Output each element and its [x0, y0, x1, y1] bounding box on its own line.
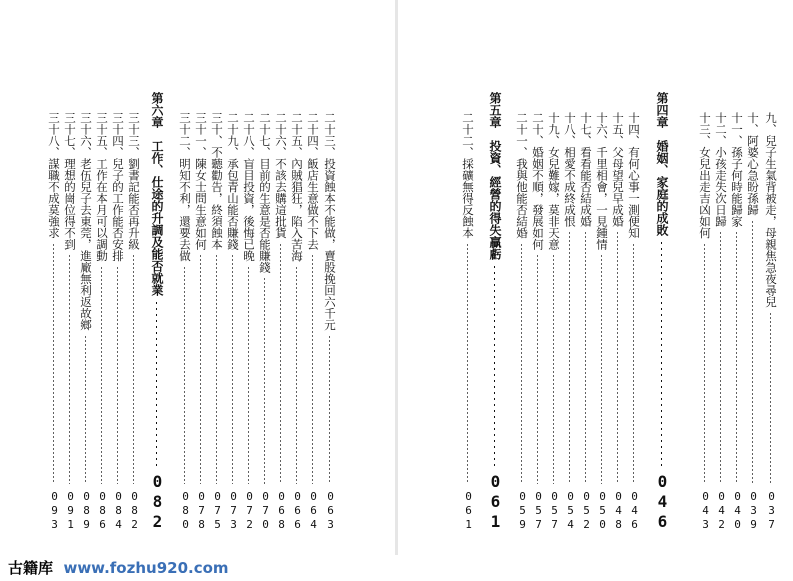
entry-title: 二十七、目前的生意是否能賺錢	[258, 112, 272, 273]
entry-title: 十二、小孩走失次日歸	[714, 112, 728, 227]
entry-title: 十六、千里相會，一見鍾情	[595, 112, 609, 250]
leader-dots	[296, 266, 297, 484]
page-number: 037	[765, 490, 778, 532]
page-number: 063	[324, 490, 337, 532]
page-number: 050	[596, 490, 609, 532]
leader-dots	[184, 266, 185, 484]
toc-entry[interactable]	[78, 112, 94, 532]
toc-entry[interactable]	[126, 112, 142, 532]
page-number: 043	[699, 490, 712, 532]
page-number: 039	[747, 490, 760, 532]
toc-entry[interactable]	[594, 112, 610, 532]
entry-title: 九、兒子生氣背被走，母親焦急夜尋兒	[764, 112, 778, 308]
page-number: 057	[532, 490, 545, 532]
leader-dots	[85, 335, 86, 484]
page-number: 070	[259, 490, 272, 532]
leader-dots	[521, 243, 522, 484]
page-number: 061	[462, 490, 475, 532]
leader-dots	[53, 243, 54, 484]
toc-entry[interactable]	[763, 112, 779, 532]
toc-entry[interactable]	[745, 112, 761, 532]
entry-title: 二十一、我與他能否結婚	[515, 112, 529, 239]
right-page	[398, 0, 793, 555]
leader-dots	[770, 312, 771, 484]
leader-dots	[569, 231, 570, 484]
chapter-heading[interactable]	[653, 92, 672, 532]
page-number: 082	[148, 472, 167, 532]
chapter-title: 第四章 婚姻、家庭的成敗	[655, 92, 669, 236]
leader-dots	[312, 254, 313, 484]
entry-title: 十九、女兒難嫁，莫非天意	[547, 112, 561, 250]
leader-dots	[69, 254, 70, 484]
toc-entry[interactable]	[177, 112, 193, 532]
leader-dots	[216, 254, 217, 484]
page-number: 048	[612, 490, 625, 532]
chapter-heading[interactable]	[148, 92, 167, 532]
page-number: 082	[128, 490, 141, 532]
page-number: 061	[486, 472, 505, 532]
toc-entry[interactable]	[241, 112, 257, 532]
page-number: 057	[548, 490, 561, 532]
page-number: 040	[731, 490, 744, 532]
page-number: 073	[227, 490, 240, 532]
leader-dots	[661, 240, 662, 466]
page-number: 075	[211, 490, 224, 532]
toc-entry[interactable]	[273, 112, 289, 532]
leader-dots	[537, 254, 538, 484]
page-number: 064	[307, 490, 320, 532]
leader-dots	[494, 264, 495, 466]
leader-dots	[752, 220, 753, 484]
leader-dots	[736, 231, 737, 484]
site-watermark[interactable]	[8, 557, 229, 578]
entry-title: 十八、相愛不成終成恨	[563, 112, 577, 227]
page-number: 078	[195, 490, 208, 532]
toc-entry[interactable]	[729, 112, 745, 532]
toc-entry[interactable]	[209, 112, 225, 532]
leader-dots	[280, 243, 281, 484]
entry-title: 三十一、陳女士問生意如何	[194, 112, 208, 250]
entry-title: 十四、有何心事一測便知	[627, 112, 641, 239]
toc-entry[interactable]	[562, 112, 578, 532]
toc-entry[interactable]	[610, 112, 626, 532]
watermark-footer	[0, 555, 793, 581]
entry-title: 二十六、不該去購這批貨	[274, 112, 288, 239]
chapter-title: 第五章 投資、經營的得失贏虧	[488, 92, 502, 260]
chapter-title: 第六章 工作、仕途的升調及能否就業	[150, 92, 164, 296]
page-number: 042	[715, 490, 728, 532]
toc-entry[interactable]	[546, 112, 562, 532]
page-number: 046	[653, 472, 672, 532]
page-number: 046	[628, 490, 641, 532]
entry-title: 十、阿婆心急盼孫歸	[746, 112, 760, 216]
entry-title: 二十、婚姻不順，發展如何	[531, 112, 545, 250]
toc-entry[interactable]	[713, 112, 729, 532]
page-number: 068	[275, 490, 288, 532]
page-number: 059	[516, 490, 529, 532]
toc-entry[interactable]	[257, 112, 273, 532]
entry-title: 三十、不聽勸告，終須蝕本	[210, 112, 224, 250]
toc-entry[interactable]	[305, 112, 321, 532]
entry-title: 二十四、飯店生意做不下去	[306, 112, 320, 250]
page-number: 052	[580, 490, 593, 532]
leader-dots	[133, 254, 134, 484]
toc-entry[interactable]	[626, 112, 642, 532]
leader-dots	[117, 266, 118, 484]
site-name: 古籍库	[8, 559, 54, 577]
page-number: 086	[96, 490, 109, 532]
page-number: 054	[564, 490, 577, 532]
entry-title: 二十五、內賊猖狂，陷入苦海	[290, 112, 304, 262]
toc-entry[interactable]	[225, 112, 241, 532]
leader-dots	[248, 266, 249, 484]
leader-dots	[601, 254, 602, 484]
toc-entry[interactable]	[697, 112, 713, 532]
leader-dots	[553, 254, 554, 484]
leader-dots	[467, 243, 468, 484]
leader-dots	[585, 231, 586, 484]
left-page	[0, 0, 395, 555]
chapter-heading[interactable]	[486, 92, 505, 532]
toc-entry[interactable]	[62, 112, 78, 532]
entry-title: 三十七、理想的崗位得不到	[63, 112, 77, 250]
leader-dots	[232, 254, 233, 484]
leader-dots	[633, 243, 634, 484]
toc-entry[interactable]	[193, 112, 209, 532]
page-number: 066	[291, 490, 304, 532]
leader-dots	[329, 335, 330, 484]
leader-dots	[264, 277, 265, 484]
page-number: 089	[80, 490, 93, 532]
entry-title: 三十六、老伍兒子去東莞，進廠無利返故鄉	[79, 112, 93, 331]
entry-title: 十五、父母望兒早成婚	[611, 112, 625, 227]
entry-title: 三十三、劉書記能否再升級	[127, 112, 141, 250]
entry-title: 三十五、工作在本月可以調動	[95, 112, 109, 262]
toc-entry[interactable]	[514, 112, 530, 532]
page-number: 084	[112, 490, 125, 532]
toc-entry[interactable]	[578, 112, 594, 532]
leader-dots	[720, 231, 721, 484]
entry-title: 十一、孫子何時能歸家	[730, 112, 744, 227]
toc-entry[interactable]	[322, 112, 338, 532]
leader-dots	[156, 300, 157, 466]
entry-title: 二十九、承包青山能否賺錢	[226, 112, 240, 250]
entry-title: 二十二、採礦無得反蝕本	[461, 112, 475, 239]
toc-entry[interactable]	[46, 112, 62, 532]
leader-dots	[617, 231, 618, 484]
entry-title: 三十二、明知不利，還要去做	[178, 112, 192, 262]
leader-dots	[101, 266, 102, 484]
page-number: 093	[48, 490, 61, 532]
page-number: 080	[179, 490, 192, 532]
entry-title: 三十八、謀職不成莫強求	[47, 112, 61, 239]
entry-title: 二十三、投資蝕本不能做，賣股挽回六千元	[323, 112, 337, 331]
entry-title: 二十八、盲目投資，後悔已晚	[242, 112, 256, 262]
page-number: 091	[64, 490, 77, 532]
site-url: www.fozhu920.com	[63, 559, 229, 577]
toc-entry[interactable]	[530, 112, 546, 532]
leader-dots	[704, 243, 705, 484]
entry-title: 十七、看看能否結成婚	[579, 112, 593, 227]
entry-title: 三十四、兒子的工作能否安排	[111, 112, 125, 262]
leader-dots	[200, 254, 201, 484]
toc-entry[interactable]	[289, 112, 305, 532]
toc-entry[interactable]	[460, 112, 476, 532]
page-number: 072	[243, 490, 256, 532]
entry-title: 十三、女兒出走吉凶如何	[698, 112, 712, 239]
toc-entry[interactable]	[94, 112, 110, 532]
toc-entry[interactable]	[110, 112, 126, 532]
